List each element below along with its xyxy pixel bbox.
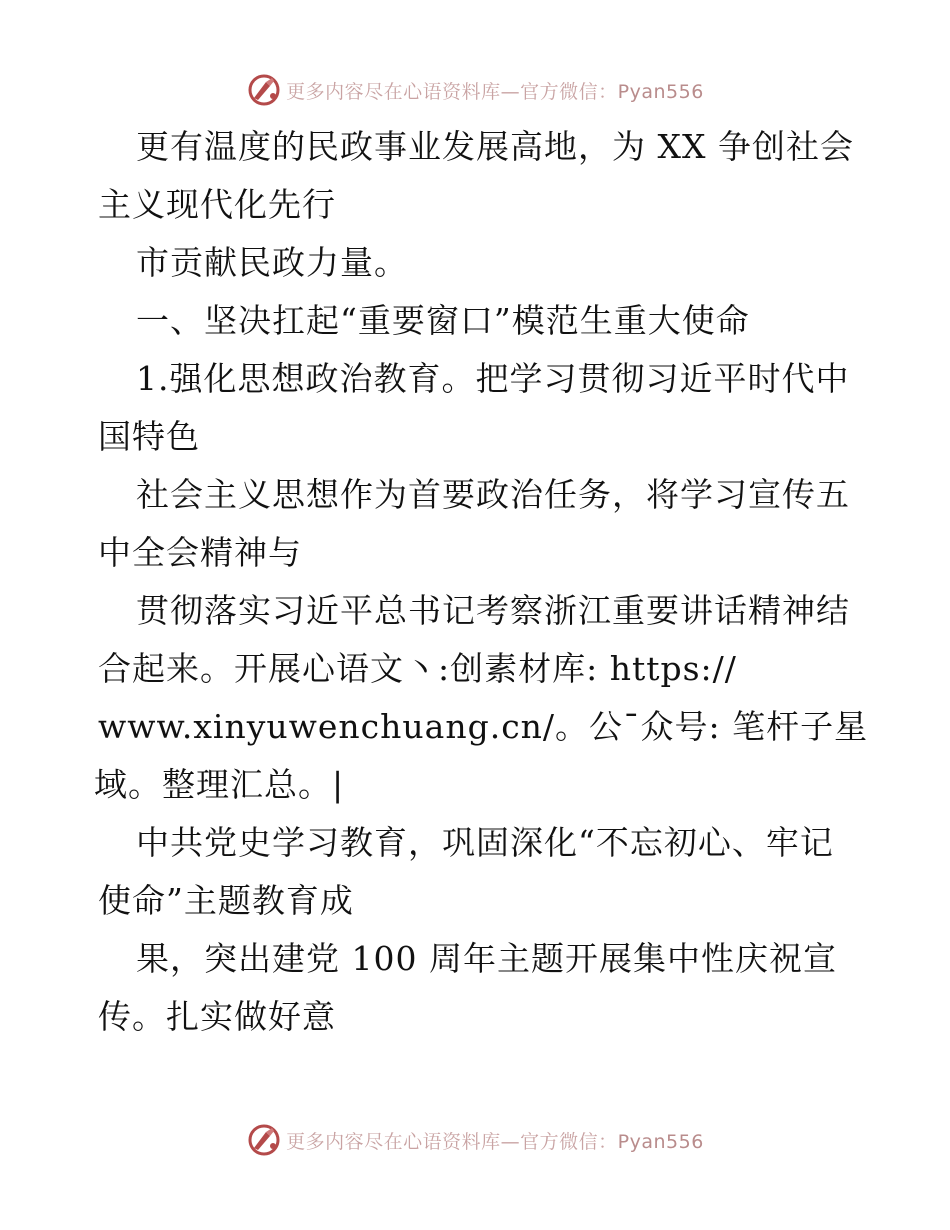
document-body — [94, 118, 869, 1046]
text-line: 合起来。开展心语文丶:创素材库: https:// — [98, 649, 737, 688]
text-line: 中共党史学习教育，巩固深化“不忘初心、牢记 — [136, 823, 834, 862]
xinyu-logo-icon — [246, 1122, 282, 1158]
text-line: 1.强化思想政治教育。把学习贯彻习近平时代中 — [136, 359, 850, 398]
text-line: 中全会精神与 — [98, 533, 302, 572]
section-heading: 一、坚决扛起“重要窗口”模范生重大使命 — [136, 301, 750, 340]
footer-banner-text: 更多内容尽在心语资料库—官方微信：Pyan556 — [286, 1130, 704, 1153]
text-line: 贯彻落实习近平总书记考察浙江重要讲话精神结 — [136, 591, 850, 630]
text-line: 主义现代化先行 — [98, 185, 336, 224]
text-line: 市贡献民政力量。 — [136, 243, 408, 282]
xinyu-logo-icon — [246, 72, 282, 108]
text-line: 果，突出建党 100 周年主题开展集中性庆祝宣 — [136, 939, 837, 978]
text-line: 传。扎实做好意 — [98, 997, 336, 1036]
header-watermark-banner — [0, 70, 950, 110]
text-line: 域。整理汇总。| — [94, 765, 345, 804]
footer-watermark-banner — [0, 1120, 950, 1160]
text-line: 更有温度的民政事业发展高地，为 XX 争创社会 — [136, 127, 854, 166]
footer-wechat-id: Pyan556 — [617, 1130, 704, 1153]
header-wechat-id: Pyan556 — [617, 80, 704, 103]
header-banner-text: 更多内容尽在心语资料库—官方微信：Pyan556 — [286, 80, 704, 103]
text-line: www.xinyuwenchuang.cn/。公¯众号: 笔杆子星 — [98, 707, 869, 746]
text-line: 国特色 — [98, 417, 200, 456]
text-line: 使命”主题教育成 — [98, 881, 354, 920]
text-line: 社会主义思想作为首要政治任务，将学习宣传五 — [136, 475, 850, 514]
